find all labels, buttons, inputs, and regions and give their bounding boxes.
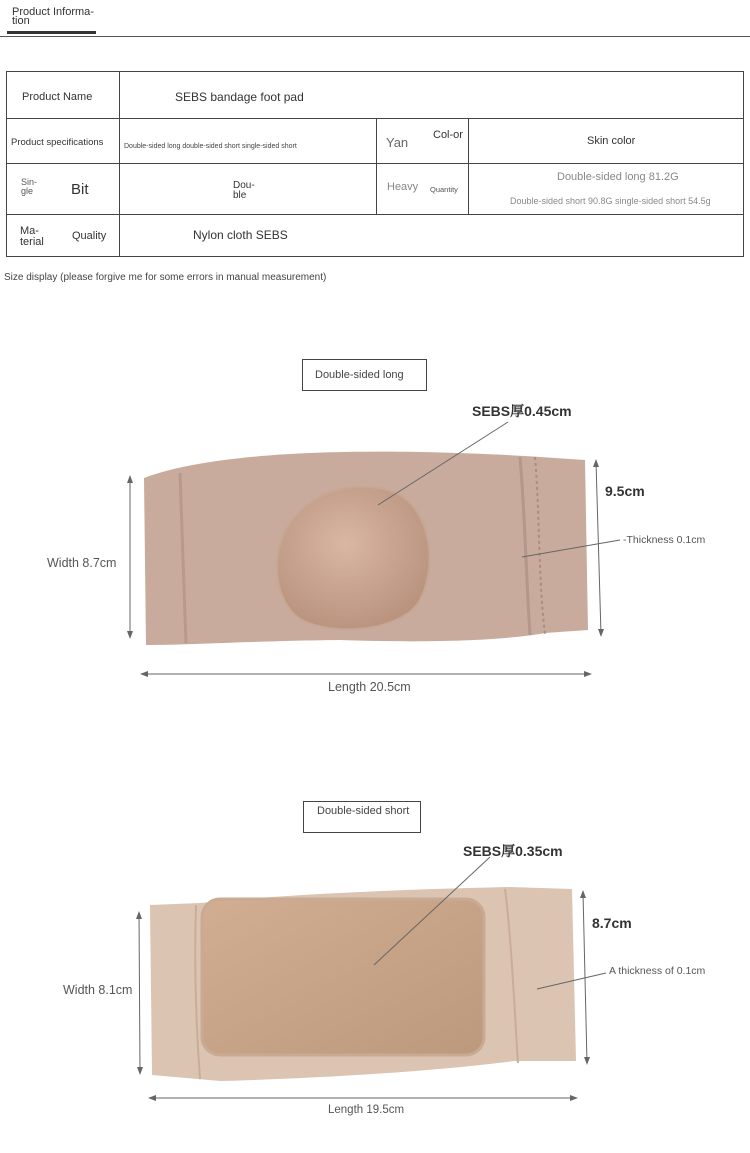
product-2-fabric-thickness: A thickness of 0.1cm [609,965,706,977]
unit-label-2: Bit [71,181,89,198]
material-label-2: Quality [72,230,107,242]
product-2-length: Length 19.5cm [328,1104,405,1116]
width-arrow-short [139,913,140,1073]
product-1-length: Length 20.5cm [328,680,411,694]
color-value: Skin color [587,135,636,147]
product-2-sebs-thickness: SEBS厚0.35cm [463,843,563,859]
product-1-name: Double-sided long [315,369,404,381]
product-2-height: 8.7cm [592,915,632,931]
color-label-2: Col-or [433,129,463,141]
material-label-1: Ma-terial [20,225,44,248]
spec-label: Product specifications [11,137,104,148]
product-1-label-box [302,359,427,391]
unit-label-1: Sin-gle [21,177,38,196]
product-1-height: 9.5cm [605,483,645,499]
color-label-1: Yan [386,135,409,150]
gel-pad-short [202,899,484,1055]
weight-label-1: Heavy [387,181,419,193]
product-1-sebs-thickness: SEBS厚0.45cm [472,403,572,419]
unit-value: Dou-ble [233,180,255,201]
product-2-label-box [303,801,421,833]
product-name-value: SEBS bandage foot pad [175,90,304,104]
product-1-illustration [0,395,750,705]
tab-title: Product Informa-tion [12,6,94,27]
product-1-width: Width 8.7cm [47,556,117,570]
product-2-illustration [0,835,750,1125]
weight-label-2: Quantity [430,185,458,194]
product-name-label: Product Name [22,91,93,103]
weight-value-2: Double-sided short 90.8G single-sided short 54.5g [510,196,711,206]
height-arrow [596,461,601,635]
product-1-fabric-thickness: -Thickness 0.1cm [623,534,706,546]
size-caption: Size display (please forgive me for some errors in manual measurement) [4,272,327,283]
spec-value: Double-sided long double-sided short single-sided short [124,143,297,150]
material-value: Nylon cloth SEBS [193,228,288,242]
product-2-width: Width 8.1cm [63,983,133,997]
product-info-table [0,0,750,260]
product-2-name: Double-sided short [317,805,410,817]
weight-value-1: Double-sided long 81.2G [557,171,679,183]
